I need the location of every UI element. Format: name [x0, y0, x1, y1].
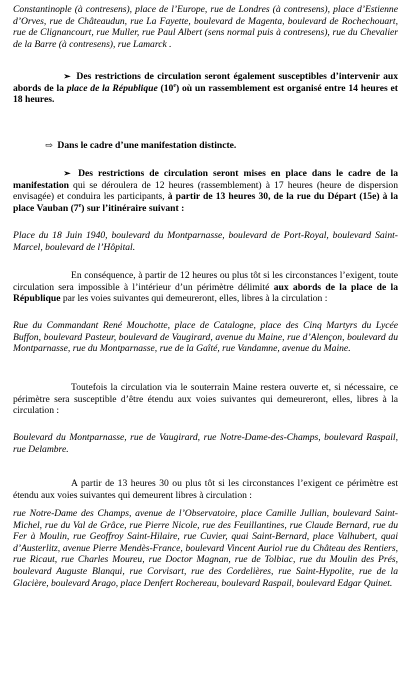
demonstration-route-paragraph [13, 168, 398, 214]
perimeter-bold-text: aux abords de la place de la République [13, 281, 398, 305]
perimeter-paragraph [13, 270, 398, 305]
demo-bold-route: à partir de 13 heures 30, de la rue du Départ (15e) à la place Vauban (7 [13, 191, 398, 214]
republique-place-text: place de la République [66, 82, 158, 94]
demo-arrondissement-sup: e [78, 202, 82, 209]
perimeter-streets-list: Rue du Commandant René Mouchotte, place de Catalogne, place des Cinq Martyrs du Lycée Buffon, boulevard Pasteur, boulevard de Vaugirard, avenue du Maine, rue d’Alençon, boulevard du Montparnasse, rue du Montparnasse, rue de la Gaîté, rue Vandamne, avenue du Maine. [13, 320, 398, 355]
republique-rest-text: ) où un rassemblement est organisé entre 14 heures et 18 heures. [13, 82, 398, 106]
perimeter-rest-text: par les voies suivantes qui demeureront, elles, libres à la circulation : [60, 293, 328, 305]
tunnel-paragraph: Toutefois la circulation via le souterrain Maine restera ouverte et, si nécessaire, ce périmètre sera susceptible d’être étendu aux voies suivantes qui demeureront, elles, libres à la circulation : [13, 382, 398, 417]
perimeter-normal-text: En conséquence, à partir de 12 heures ou plus tôt si les circonstances l’exigent, toute circulation sera impossible à l’intérieur d’un périmètre délimité [13, 270, 398, 293]
demo-bold-itinerary: ) sur l’itinéraire suivant : [81, 202, 185, 214]
extension-paragraph: A partir de 13 heures 30 ou plus tôt si les circonstances l’exigent ce périmètre est étendu aux voies suivantes qui demeurent libres à circulation : [13, 478, 398, 501]
route-continuation-paragraph: Constantinople (à contresens), place de l’Europe, rue de Londres (à contresens), place d’Estienne d’Orves, rue de Châteaudun, rue La Fayette, boulevard de Magenta, boulevard de Rochechouart, rue de Clignancourt, rue Muller, rue Paul Albert (sens normal puis à contresens), rue du Chevalier de la Barre (à contresens), rue Lamarck . [13, 4, 398, 50]
arrow-right-icon: ➢ [63, 71, 71, 81]
republique-lead-text: Des restrictions de circulation seront également susceptibles d’intervenir aux abords de la [13, 71, 398, 94]
demo-normal-text: qui se déroulera de 12 heures (rassemblement) à 17 heures (heure de dispersion envisagée) et conduira les participants, [13, 179, 398, 203]
hollow-arrow-icon: ⇨ [45, 140, 53, 150]
republique-arrondissement-number: 10 [163, 82, 174, 94]
demo-bold-lead: Des restrictions de circulation seront mises en place dans le cadre de la manifestation [13, 168, 399, 191]
republique-arrondissement-sup: e [173, 82, 176, 89]
extended-streets-list: Boulevard du Montparnasse, rue de Vaugirard, rue Notre-Dame-des-Champs, boulevard Raspail, rue Delambre. [13, 432, 398, 455]
itinerary-list: Place du 18 Juin 1940, boulevard du Montparnasse, boulevard de Port-Royal, boulevard Saint-Marcel, boulevard de l’Hôpital. [13, 230, 398, 253]
arrow-right-icon: ➢ [63, 168, 71, 178]
distinct-demo-text: Dans le cadre d’une manifestation distincte. [57, 140, 237, 151]
republique-restrictions-paragraph: ➢ Des restrictions de circulation seront également susceptibles d’intervenir aux abords de la place de la République (10e) où un rassemblement est organisé entre 14 heures et 18 heures. [13, 71, 398, 106]
extended-perimeter-streets-list: rue Notre-Dame des Champs, avenue de l’Observatoire, place Camille Jullian, boulevard Saint-Michel, rue du Val de Grâce, rue Pierre Nicole, rue des Feuillantines, rue Claude Bernard, rue du Fer à Moulin, rue Geoffroy Saint-Hilaire, rue Cuvier, quai Saint-Bernard, place Valhubert, quai d’Austerlitz, avenue Pierre Mendès-France, boulevard Vincent Auriol rue du Château des Rentiers, rue Ricaut, rue Charles Moureu, rue Doctor Magnan, rue de Tolbiac, rue du Moulin des Prés, boulevard Auguste Blanqui, rue Corvisart, rue des Cordelières, rue Saint-Hypolite, rue de la Glacière, boulevard Arago, place Denfert Rochereau, boulevard Raspail, boulevard Edgar Quinet. [13, 508, 398, 589]
distinct-demo-heading [13, 140, 398, 152]
